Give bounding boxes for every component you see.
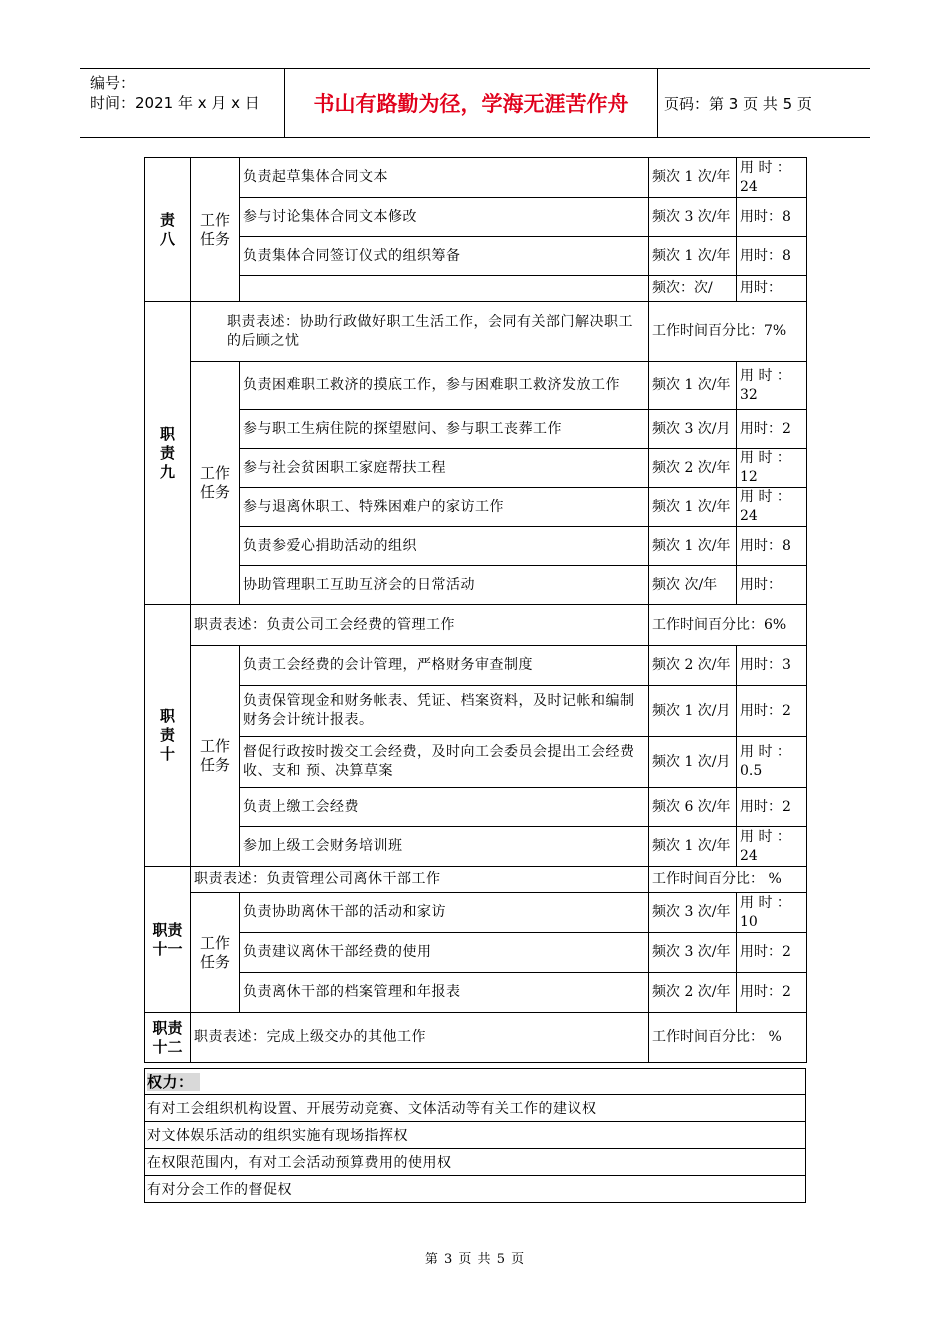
- task-frequency: 频次 1 次/年: [649, 827, 737, 867]
- table-row: [145, 646, 807, 686]
- table-row: [145, 737, 807, 788]
- right-item: 在权限范围内，有对工会活动预算费用的使用权: [145, 1149, 806, 1176]
- task-frequency: 频次 2 次/年: [649, 973, 737, 1013]
- work-task-label: 工作 任务: [191, 893, 240, 1013]
- task-time: 用时：3: [737, 646, 807, 686]
- header-meta: [80, 69, 284, 137]
- task-text: 负责集体合同签订仪式的组织筹备: [240, 237, 649, 276]
- date-label: 时间：2021 年 x 月 x 日: [90, 94, 260, 112]
- duty-time-percent: 工作时间百分比： %: [649, 867, 807, 893]
- number-label: 编号：: [90, 74, 136, 92]
- duty-description: 职责表述：协助行政做好职工生活工作，会同有关部门解决职工的后顾之忧: [191, 302, 649, 362]
- task-frequency: 频次 1 次/年: [649, 362, 737, 410]
- task-time: 用时：8: [737, 527, 807, 566]
- rights-title: 权力：: [145, 1069, 806, 1095]
- duty-description: 职责表述：完成上级交办的其他工作: [191, 1013, 649, 1063]
- task-frequency: 频次 3 次/月: [649, 410, 737, 449]
- task-text: 参加上级工会财务培训班: [240, 827, 649, 867]
- task-text: 督促行政按时拨交工会经费，及时向工会委员会提出工会经费收、支和 预、决算草案: [240, 737, 649, 788]
- duty-name: 职责 十二: [145, 1013, 191, 1063]
- task-time: 用时：2: [737, 788, 807, 827]
- table-row: [145, 1095, 806, 1122]
- task-frequency: 频次 1 次/年: [649, 527, 737, 566]
- task-time: 用 时 ：24: [737, 488, 807, 527]
- task-text: [240, 276, 649, 302]
- task-text: 参与职工生病住院的探望慰问、参与职工丧葬工作: [240, 410, 649, 449]
- task-text: 参与社会贫困职工家庭帮扶工程: [240, 449, 649, 488]
- table-row: [145, 605, 807, 646]
- task-frequency: 频次：次/: [649, 276, 737, 302]
- duty-name: 职责 十一: [145, 867, 191, 1013]
- task-text: 负责建议离休干部经费的使用: [240, 933, 649, 973]
- table-row: [145, 1013, 807, 1063]
- duty-time-percent: 工作时间百分比：7%: [649, 302, 807, 362]
- task-frequency: 频次 3 次/年: [649, 893, 737, 933]
- task-frequency: 频次 3 次/年: [649, 198, 737, 237]
- table-row: [145, 198, 807, 237]
- task-text: 负责参爱心捐助活动的组织: [240, 527, 649, 566]
- task-frequency: 频次 2 次/年: [649, 449, 737, 488]
- task-text: 负责上缴工会经费: [240, 788, 649, 827]
- table-row: [145, 302, 807, 362]
- task-time: 用 时 ：24: [737, 827, 807, 867]
- work-task-label: 工作 任务: [191, 362, 240, 605]
- task-time: 用时：2: [737, 933, 807, 973]
- table-row: [145, 527, 807, 566]
- task-text: 负责工会经费的会计管理，严格财务审查制度: [240, 646, 649, 686]
- task-text: 参与讨论集体合同文本修改: [240, 198, 649, 237]
- work-task-label: 工作 任务: [191, 646, 240, 867]
- task-time: 用 时 ：12: [737, 449, 807, 488]
- task-text: 协助管理职工互助互济会的日常活动: [240, 566, 649, 605]
- right-item: 有对分会工作的督促权: [145, 1176, 806, 1203]
- duty-time-percent: 工作时间百分比： %: [649, 1013, 807, 1063]
- duty-name: 职 责 十: [145, 605, 191, 867]
- duties-table: [144, 157, 807, 1063]
- task-text: 负责起草集体合同文本: [240, 158, 649, 198]
- task-text: 负责协助离休干部的活动和家访: [240, 893, 649, 933]
- task-time: 用 时 ：10: [737, 893, 807, 933]
- table-row: [145, 893, 807, 933]
- task-time: 用时：: [737, 566, 807, 605]
- table-row: [145, 933, 807, 973]
- table-row: [145, 362, 807, 410]
- task-frequency: 频次 次/年: [649, 566, 737, 605]
- right-item: 有对工会组织机构设置、开展劳动竞赛、文体活动等有关工作的建议权: [145, 1095, 806, 1122]
- task-time: 用时：2: [737, 686, 807, 737]
- task-frequency: 频次 3 次/年: [649, 933, 737, 973]
- table-row: [145, 1176, 806, 1203]
- task-time: 用时：8: [737, 198, 807, 237]
- task-time: 用时：2: [737, 973, 807, 1013]
- duty-name: 责 八: [145, 158, 191, 302]
- task-time: 用 时 ：24: [737, 158, 807, 198]
- duty-time-percent: 工作时间百分比：6%: [649, 605, 807, 646]
- right-item: 对文体娱乐活动的组织实施有现场指挥权: [145, 1122, 806, 1149]
- task-frequency: 频次 2 次/年: [649, 646, 737, 686]
- task-text: 负责困难职工救济的摸底工作，参与困难职工救济发放工作: [240, 362, 649, 410]
- page-header: [80, 68, 870, 138]
- table-row: [145, 827, 807, 867]
- table-row: [145, 488, 807, 527]
- task-time: 用时：: [737, 276, 807, 302]
- table-row: [145, 973, 807, 1013]
- task-frequency: 频次 6 次/年: [649, 788, 737, 827]
- duty-name: 职 责 九: [145, 302, 191, 605]
- duty-description: 职责表述：负责管理公司离休干部工作: [191, 867, 649, 893]
- task-frequency: 频次 1 次/月: [649, 686, 737, 737]
- duty-description: 职责表述：负责公司工会经费的管理工作: [191, 605, 649, 646]
- table-row: [145, 1149, 806, 1176]
- page-footer: 第 3 页 共 5 页: [424, 1252, 526, 1267]
- task-time: 用时：8: [737, 237, 807, 276]
- task-frequency: 频次 1 次/年: [649, 158, 737, 198]
- work-task-label: 工作 任务: [191, 158, 240, 302]
- table-row: [145, 410, 807, 449]
- table-row: [145, 867, 807, 893]
- table-row: [145, 237, 807, 276]
- page-label: 页码：第 3 页 共 5 页: [664, 94, 812, 113]
- task-time: 用 时 ：32: [737, 362, 807, 410]
- table-row: [145, 566, 807, 605]
- motto: 书山有路勤为径，学海无涯苦作舟: [284, 69, 658, 137]
- task-time: 用时：2: [737, 410, 807, 449]
- table-row: [145, 788, 807, 827]
- task-text: 参与退离休职工、特殊困难户的家访工作: [240, 488, 649, 527]
- task-text: 负责离休干部的档案管理和年报表: [240, 973, 649, 1013]
- table-row: [145, 686, 807, 737]
- task-text: 负责保管现金和财务帐表、凭证、档案资料，及时记帐和编制财务会计统计报表。: [240, 686, 649, 737]
- table-row: [145, 158, 807, 198]
- rights-table: [144, 1068, 806, 1203]
- table-row: [145, 276, 807, 302]
- table-row: [145, 1122, 806, 1149]
- table-row: [145, 1069, 806, 1095]
- task-time: 用 时 ：0.5: [737, 737, 807, 788]
- table-row: [145, 449, 807, 488]
- task-frequency: 频次 1 次/月: [649, 737, 737, 788]
- task-frequency: 频次 1 次/年: [649, 237, 737, 276]
- task-frequency: 频次 1 次/年: [649, 488, 737, 527]
